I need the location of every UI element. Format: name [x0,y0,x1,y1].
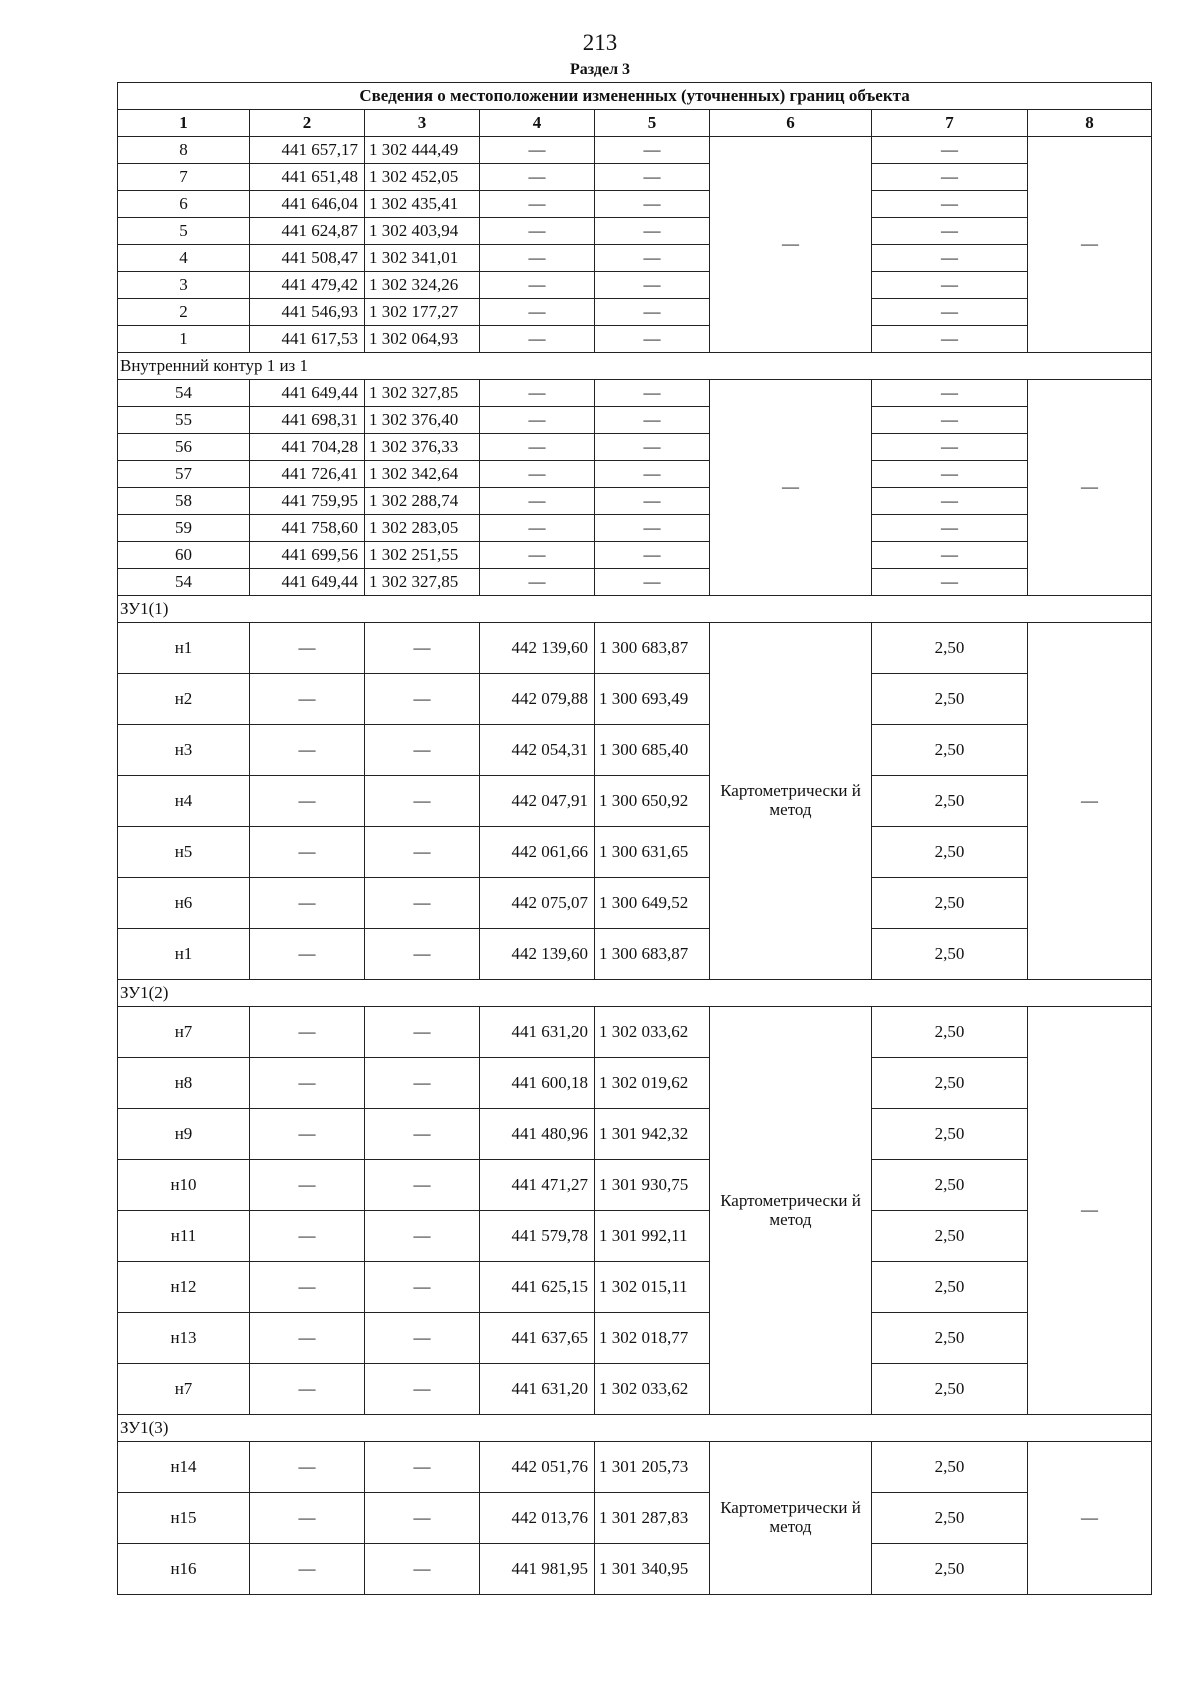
table-row [118,674,1152,725]
y-new-cell: 1 300 650,92 [595,776,710,827]
x-new-cell: 441 471,27 [480,1160,595,1211]
x-new-cell: 441 637,65 [480,1313,595,1364]
y-old-cell: 1 302 324,26 [365,272,480,299]
y-old-cell: 1 302 376,33 [365,434,480,461]
accuracy-cell: 2,50 [872,1211,1028,1262]
x-new-cell: — [480,380,595,407]
x-old-cell: 441 624,87 [250,218,365,245]
y-new-cell: — [595,407,710,434]
y-old-cell: 1 302 177,27 [365,299,480,326]
y-old-cell: 1 302 444,49 [365,137,480,164]
table-row [118,623,1152,674]
accuracy-cell: — [872,245,1028,272]
x-old-cell: 441 726,41 [250,461,365,488]
point-number: н1 [118,623,250,674]
y-old-cell: 1 302 283,05 [365,515,480,542]
column-numbers-row [118,110,1152,137]
table-row [118,929,1152,980]
accuracy-cell: 2,50 [872,1313,1028,1364]
y-old-cell: 1 302 403,94 [365,218,480,245]
x-new-cell: — [480,434,595,461]
y-old-cell: — [365,1160,480,1211]
x-old-cell: 441 508,47 [250,245,365,272]
x-old-cell: 441 546,93 [250,299,365,326]
table-row [118,137,1152,164]
table-row [118,725,1152,776]
y-old-cell: — [365,725,480,776]
point-number: н7 [118,1364,250,1415]
table-row [118,488,1152,515]
accuracy-cell: 2,50 [872,623,1028,674]
point-number: 60 [118,542,250,569]
y-old-cell: — [365,1544,480,1595]
y-new-cell: 1 300 631,65 [595,827,710,878]
y-old-cell: — [365,827,480,878]
method-cell: Картометрически й метод [710,1007,872,1415]
x-old-cell: — [250,725,365,776]
x-new-cell: 441 631,20 [480,1007,595,1058]
accuracy-cell: — [872,380,1028,407]
accuracy-cell: — [872,191,1028,218]
x-old-cell: 441 758,60 [250,515,365,542]
x-old-cell: — [250,674,365,725]
table-row [118,218,1152,245]
x-old-cell: — [250,1262,365,1313]
y-new-cell: — [595,542,710,569]
contour-label: ЗУ1(1) [118,596,1152,623]
x-new-cell: — [480,218,595,245]
accuracy-cell: 2,50 [872,1364,1028,1415]
y-new-cell: 1 302 033,62 [595,1007,710,1058]
accuracy-cell: — [872,515,1028,542]
page-number: 213 [582,30,618,55]
x-new-cell: — [480,488,595,515]
point-number: н4 [118,776,250,827]
x-old-cell: 441 649,44 [250,380,365,407]
x-old-cell: — [250,776,365,827]
point-number: 54 [118,569,250,596]
point-number: н15 [118,1493,250,1544]
point-number: 3 [118,272,250,299]
point-number: 1 [118,326,250,353]
y-new-cell: — [595,299,710,326]
contour-label: ЗУ1(3) [118,1415,1152,1442]
point-number: 6 [118,191,250,218]
y-new-cell: 1 300 693,49 [595,674,710,725]
x-old-cell: — [250,929,365,980]
x-new-cell: — [480,272,595,299]
y-new-cell: — [595,218,710,245]
accuracy-cell: — [872,461,1028,488]
x-new-cell: 442 139,60 [480,929,595,980]
point-number: 54 [118,380,250,407]
x-new-cell: — [480,191,595,218]
table-row [118,1442,1152,1493]
table-row [118,1160,1152,1211]
y-new-cell: — [595,164,710,191]
accuracy-cell: 2,50 [872,1160,1028,1211]
point-number: 4 [118,245,250,272]
y-new-cell: 1 301 287,83 [595,1493,710,1544]
column-number: 7 [872,110,1028,137]
y-new-cell: 1 301 205,73 [595,1442,710,1493]
y-old-cell: 1 302 341,01 [365,245,480,272]
accuracy-cell: 2,50 [872,776,1028,827]
x-old-cell: 441 646,04 [250,191,365,218]
accuracy-cell: 2,50 [872,929,1028,980]
accuracy-cell: 2,50 [872,1544,1028,1595]
column-number: 5 [595,110,710,137]
point-number: н14 [118,1442,250,1493]
accuracy-cell: — [872,488,1028,515]
x-old-cell: 441 704,28 [250,434,365,461]
x-old-cell: — [250,827,365,878]
table-row [118,434,1152,461]
y-new-cell: 1 300 685,40 [595,725,710,776]
y-old-cell: — [365,1442,480,1493]
accuracy-cell: — [872,326,1028,353]
zu1-2-header [118,980,1152,1007]
x-new-cell: 441 981,95 [480,1544,595,1595]
y-old-cell: — [365,1109,480,1160]
x-new-cell: — [480,137,595,164]
column-number: 8 [1028,110,1152,137]
x-new-cell: — [480,542,595,569]
x-old-cell: 441 698,31 [250,407,365,434]
description-cell: — [1028,1442,1152,1595]
table-row [118,1364,1152,1415]
x-old-cell: 441 651,48 [250,164,365,191]
point-number: н13 [118,1313,250,1364]
y-old-cell: 1 302 251,55 [365,542,480,569]
table-row [118,191,1152,218]
point-number: 5 [118,218,250,245]
table-row [118,1313,1152,1364]
x-old-cell: 441 657,17 [250,137,365,164]
y-old-cell: — [365,674,480,725]
point-number: 57 [118,461,250,488]
inner-contour-header [118,353,1152,380]
accuracy-cell: — [872,434,1028,461]
column-number: 6 [710,110,872,137]
accuracy-cell: 2,50 [872,1442,1028,1493]
x-old-cell: 441 649,44 [250,569,365,596]
y-new-cell: 1 301 942,32 [595,1109,710,1160]
point-number: 2 [118,299,250,326]
x-new-cell: 442 013,76 [480,1493,595,1544]
x-old-cell: — [250,1364,365,1415]
y-old-cell: 1 302 327,85 [365,380,480,407]
y-new-cell: 1 302 018,77 [595,1313,710,1364]
x-new-cell: 442 079,88 [480,674,595,725]
x-old-cell: — [250,1109,365,1160]
x-new-cell: 442 051,76 [480,1442,595,1493]
y-old-cell: — [365,929,480,980]
point-number: н12 [118,1262,250,1313]
boundary-coordinates-table [117,82,1152,1595]
accuracy-cell: — [872,137,1028,164]
description-cell: — [1028,380,1152,596]
y-new-cell: — [595,191,710,218]
x-old-cell: — [250,878,365,929]
accuracy-cell: — [872,218,1028,245]
x-new-cell: 442 047,91 [480,776,595,827]
table-row [118,569,1152,596]
table-row [118,407,1152,434]
x-new-cell: 441 480,96 [480,1109,595,1160]
accuracy-cell: 2,50 [872,1493,1028,1544]
method-cell: Картометрически й метод [710,623,872,980]
point-number: 56 [118,434,250,461]
x-old-cell: — [250,1058,365,1109]
y-old-cell: — [365,1493,480,1544]
point-number: н11 [118,1211,250,1262]
x-old-cell: — [250,1442,365,1493]
y-old-cell: 1 302 435,41 [365,191,480,218]
x-new-cell: 442 139,60 [480,623,595,674]
accuracy-cell: — [872,272,1028,299]
x-new-cell: — [480,299,595,326]
x-old-cell: 441 699,56 [250,542,365,569]
point-number: н5 [118,827,250,878]
point-number: н7 [118,1007,250,1058]
accuracy-cell: 2,50 [872,827,1028,878]
y-new-cell: — [595,569,710,596]
x-new-cell: — [480,569,595,596]
method-cell: Картометрически й метод [710,1442,872,1595]
point-number: 7 [118,164,250,191]
x-new-cell: — [480,461,595,488]
point-number: 58 [118,488,250,515]
y-new-cell: — [595,272,710,299]
point-number: н1 [118,929,250,980]
y-old-cell: 1 302 376,40 [365,407,480,434]
x-new-cell: 441 579,78 [480,1211,595,1262]
y-old-cell: — [365,623,480,674]
y-new-cell: 1 300 683,87 [595,929,710,980]
table-row [118,827,1152,878]
point-number: 55 [118,407,250,434]
y-old-cell: — [365,776,480,827]
y-new-cell: 1 300 649,52 [595,878,710,929]
column-number: 2 [250,110,365,137]
accuracy-cell: — [872,542,1028,569]
table-row [118,326,1152,353]
contour-label: Внутренний контур 1 из 1 [118,353,1152,380]
table-row [118,380,1152,407]
x-old-cell: 441 617,53 [250,326,365,353]
table-row [118,299,1152,326]
y-new-cell: — [595,434,710,461]
method-cell: — [710,137,872,353]
column-number: 4 [480,110,595,137]
table-row [118,1007,1152,1058]
accuracy-cell: — [872,164,1028,191]
x-old-cell: — [250,1493,365,1544]
table-row [118,1262,1152,1313]
y-old-cell: — [365,878,480,929]
x-new-cell: 441 625,15 [480,1262,595,1313]
point-number: н10 [118,1160,250,1211]
point-number: н6 [118,878,250,929]
x-new-cell: — [480,164,595,191]
y-new-cell: — [595,515,710,542]
x-new-cell: 442 054,31 [480,725,595,776]
column-number: 1 [118,110,250,137]
description-cell: — [1028,137,1152,353]
x-new-cell: — [480,245,595,272]
table-row [118,1493,1152,1544]
contour-label: ЗУ1(2) [118,980,1152,1007]
point-number: 59 [118,515,250,542]
column-number: 3 [365,110,480,137]
accuracy-cell: 2,50 [872,878,1028,929]
section-label: Раздел 3 [569,61,631,78]
y-new-cell: — [595,380,710,407]
y-new-cell: 1 302 033,62 [595,1364,710,1415]
x-old-cell: 441 759,95 [250,488,365,515]
table-row [118,1058,1152,1109]
point-number: н8 [118,1058,250,1109]
accuracy-cell: 2,50 [872,674,1028,725]
table-row [118,515,1152,542]
x-new-cell: — [480,407,595,434]
y-old-cell: — [365,1058,480,1109]
point-number: н2 [118,674,250,725]
table-row [118,272,1152,299]
y-old-cell: 1 302 452,05 [365,164,480,191]
table-row [118,164,1152,191]
accuracy-cell: 2,50 [872,1262,1028,1313]
x-new-cell: 442 075,07 [480,878,595,929]
y-old-cell: — [365,1313,480,1364]
y-new-cell: — [595,326,710,353]
x-new-cell: — [480,326,595,353]
y-new-cell: 1 301 992,11 [595,1211,710,1262]
y-new-cell: 1 300 683,87 [595,623,710,674]
table-title: Сведения о местоположении измененных (уточненных) границ объекта [118,83,1152,110]
accuracy-cell: — [872,407,1028,434]
x-old-cell: — [250,1313,365,1364]
y-new-cell: 1 302 015,11 [595,1262,710,1313]
table-row [118,776,1152,827]
accuracy-cell: 2,50 [872,1058,1028,1109]
point-number: н9 [118,1109,250,1160]
x-old-cell: — [250,623,365,674]
y-old-cell: — [365,1364,480,1415]
accuracy-cell: 2,50 [872,1109,1028,1160]
x-new-cell: 441 600,18 [480,1058,595,1109]
zu1-1-header [118,596,1152,623]
x-old-cell: — [250,1007,365,1058]
accuracy-cell: 2,50 [872,1007,1028,1058]
table-row [118,1544,1152,1595]
y-old-cell: — [365,1262,480,1313]
description-cell: — [1028,623,1152,980]
table-row [118,1109,1152,1160]
y-new-cell: — [595,245,710,272]
y-old-cell: 1 302 327,85 [365,569,480,596]
x-old-cell: — [250,1211,365,1262]
y-new-cell: 1 301 340,95 [595,1544,710,1595]
x-old-cell: 441 479,42 [250,272,365,299]
table-row [118,1211,1152,1262]
x-new-cell: 442 061,66 [480,827,595,878]
x-new-cell: — [480,515,595,542]
point-number: н16 [118,1544,250,1595]
table-row [118,461,1152,488]
point-number: 8 [118,137,250,164]
y-old-cell: — [365,1007,480,1058]
y-new-cell: — [595,488,710,515]
point-number: н3 [118,725,250,776]
zu1-3-header [118,1415,1152,1442]
accuracy-cell: — [872,299,1028,326]
accuracy-cell: — [872,569,1028,596]
y-new-cell: 1 301 930,75 [595,1160,710,1211]
y-old-cell: 1 302 342,64 [365,461,480,488]
x-old-cell: — [250,1544,365,1595]
y-new-cell: — [595,137,710,164]
table-row [118,878,1152,929]
description-cell: — [1028,1007,1152,1415]
table-row [118,245,1152,272]
table-row [118,542,1152,569]
y-old-cell: 1 302 064,93 [365,326,480,353]
y-old-cell: — [365,1211,480,1262]
method-cell: — [710,380,872,596]
y-new-cell: 1 302 019,62 [595,1058,710,1109]
y-old-cell: 1 302 288,74 [365,488,480,515]
x-old-cell: — [250,1160,365,1211]
x-new-cell: 441 631,20 [480,1364,595,1415]
y-new-cell: — [595,461,710,488]
accuracy-cell: 2,50 [872,725,1028,776]
